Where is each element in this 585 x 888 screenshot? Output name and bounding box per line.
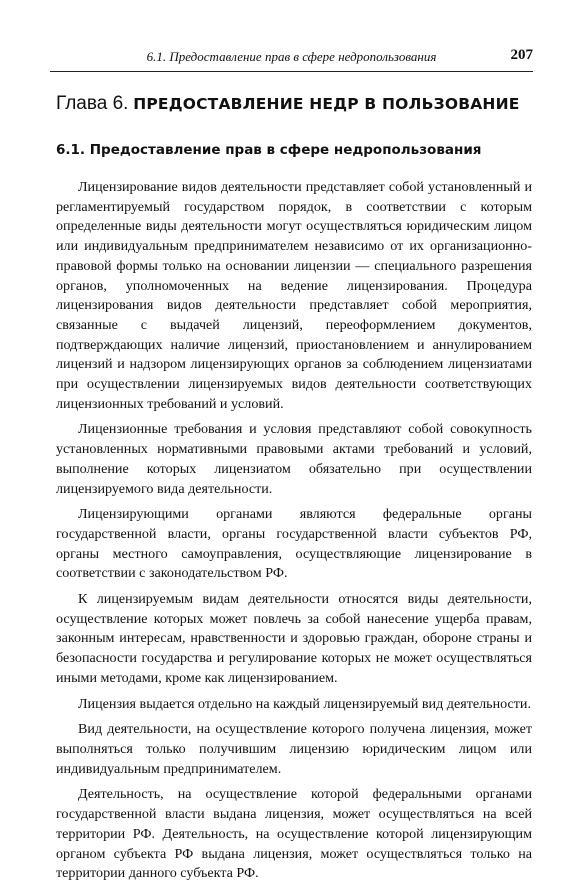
- chapter-heading: [56, 92, 545, 116]
- section-heading: 6.1. Предоставление прав в сфере недропользования: [56, 142, 482, 158]
- paragraph-licensing-definition: Лицензирование видов деятельности представляет собой установленный и регламентируемый государством порядок, в соответствии с которым определенные виды деятельности могут осуществляться юридическим лицом или индивидуальным предпринимателем независимо от их организационно-правовой формы только на основании лицензии — специального разрешения органов, уполномоченных на ведение лицензирования. Процедура лицензирования видов деятельности представляет собой мероприятия, связанные с выдачей лицензий, переоформлением документов, подтверждающих наличие лицензий, приостановлением и аннулированием лицензий и надзором лицензирующих органов за соблюдением лицензиатами при осуществлении лицензируемых видов деятельности соответствующих лицензионных требований и условий.: [56, 179, 532, 412]
- running-title: 6.1. Предоставление прав в сфере недропользования: [146, 49, 437, 64]
- paragraph-licensed-activities: К лицензируемым видам деятельности относятся виды деятельности, осуществление которых может повлечь за собой нанесение ущерба правам, законным интересам, нравственности и здоровью граждан, обороне страны и безопасности государства и регулирование которых не может осуществляться иными методами, кроме как лицензированием.: [56, 591, 532, 686]
- page-number: 207: [510, 47, 533, 63]
- chapter-label: Глава 6.: [56, 93, 129, 114]
- paragraph-territory-scope: Деятельность, на осуществление которой федеральными органами государственной власти выдана лицензия, может осуществляться на всей территории РФ. Деятельность, на осуществление которой лицензирующим органом субъекта РФ выдана лицензия, может осуществляться только на территории данного субъекта РФ.: [56, 786, 532, 882]
- body-text: [56, 178, 532, 888]
- running-header: [50, 48, 533, 70]
- paragraph-license-requirements: Лицензионные требования и условия представляют собой совокупность установленных нормативными правовыми актами требований и условий, выполнение которых лицензиатом обязательно при осуществлении лицензируемого вида деятельности.: [56, 421, 532, 497]
- chapter-title: ПРЕДОСТАВЛЕНИЕ НЕДР В ПОЛЬЗОВАНИЕ: [133, 95, 520, 113]
- paragraph-license-per-activity: Лицензия выдается отдельно на каждый лицензируемый вид деятельности.: [78, 695, 531, 712]
- header-rule: [50, 71, 533, 72]
- paragraph-license-holder: Вид деятельности, на осуществление которого получена лицензия, может выполняться только получившим лицензию юридическим лицом или индивидуальным предпринимателем.: [56, 721, 532, 777]
- paragraph-licensing-authorities: Лицензирующими органами являются федеральные органы государственной власти, органы государственной власти субъектов РФ, органы местного самоуправления, осуществляющие лицензирование в соответствии с законодательством РФ.: [56, 506, 532, 582]
